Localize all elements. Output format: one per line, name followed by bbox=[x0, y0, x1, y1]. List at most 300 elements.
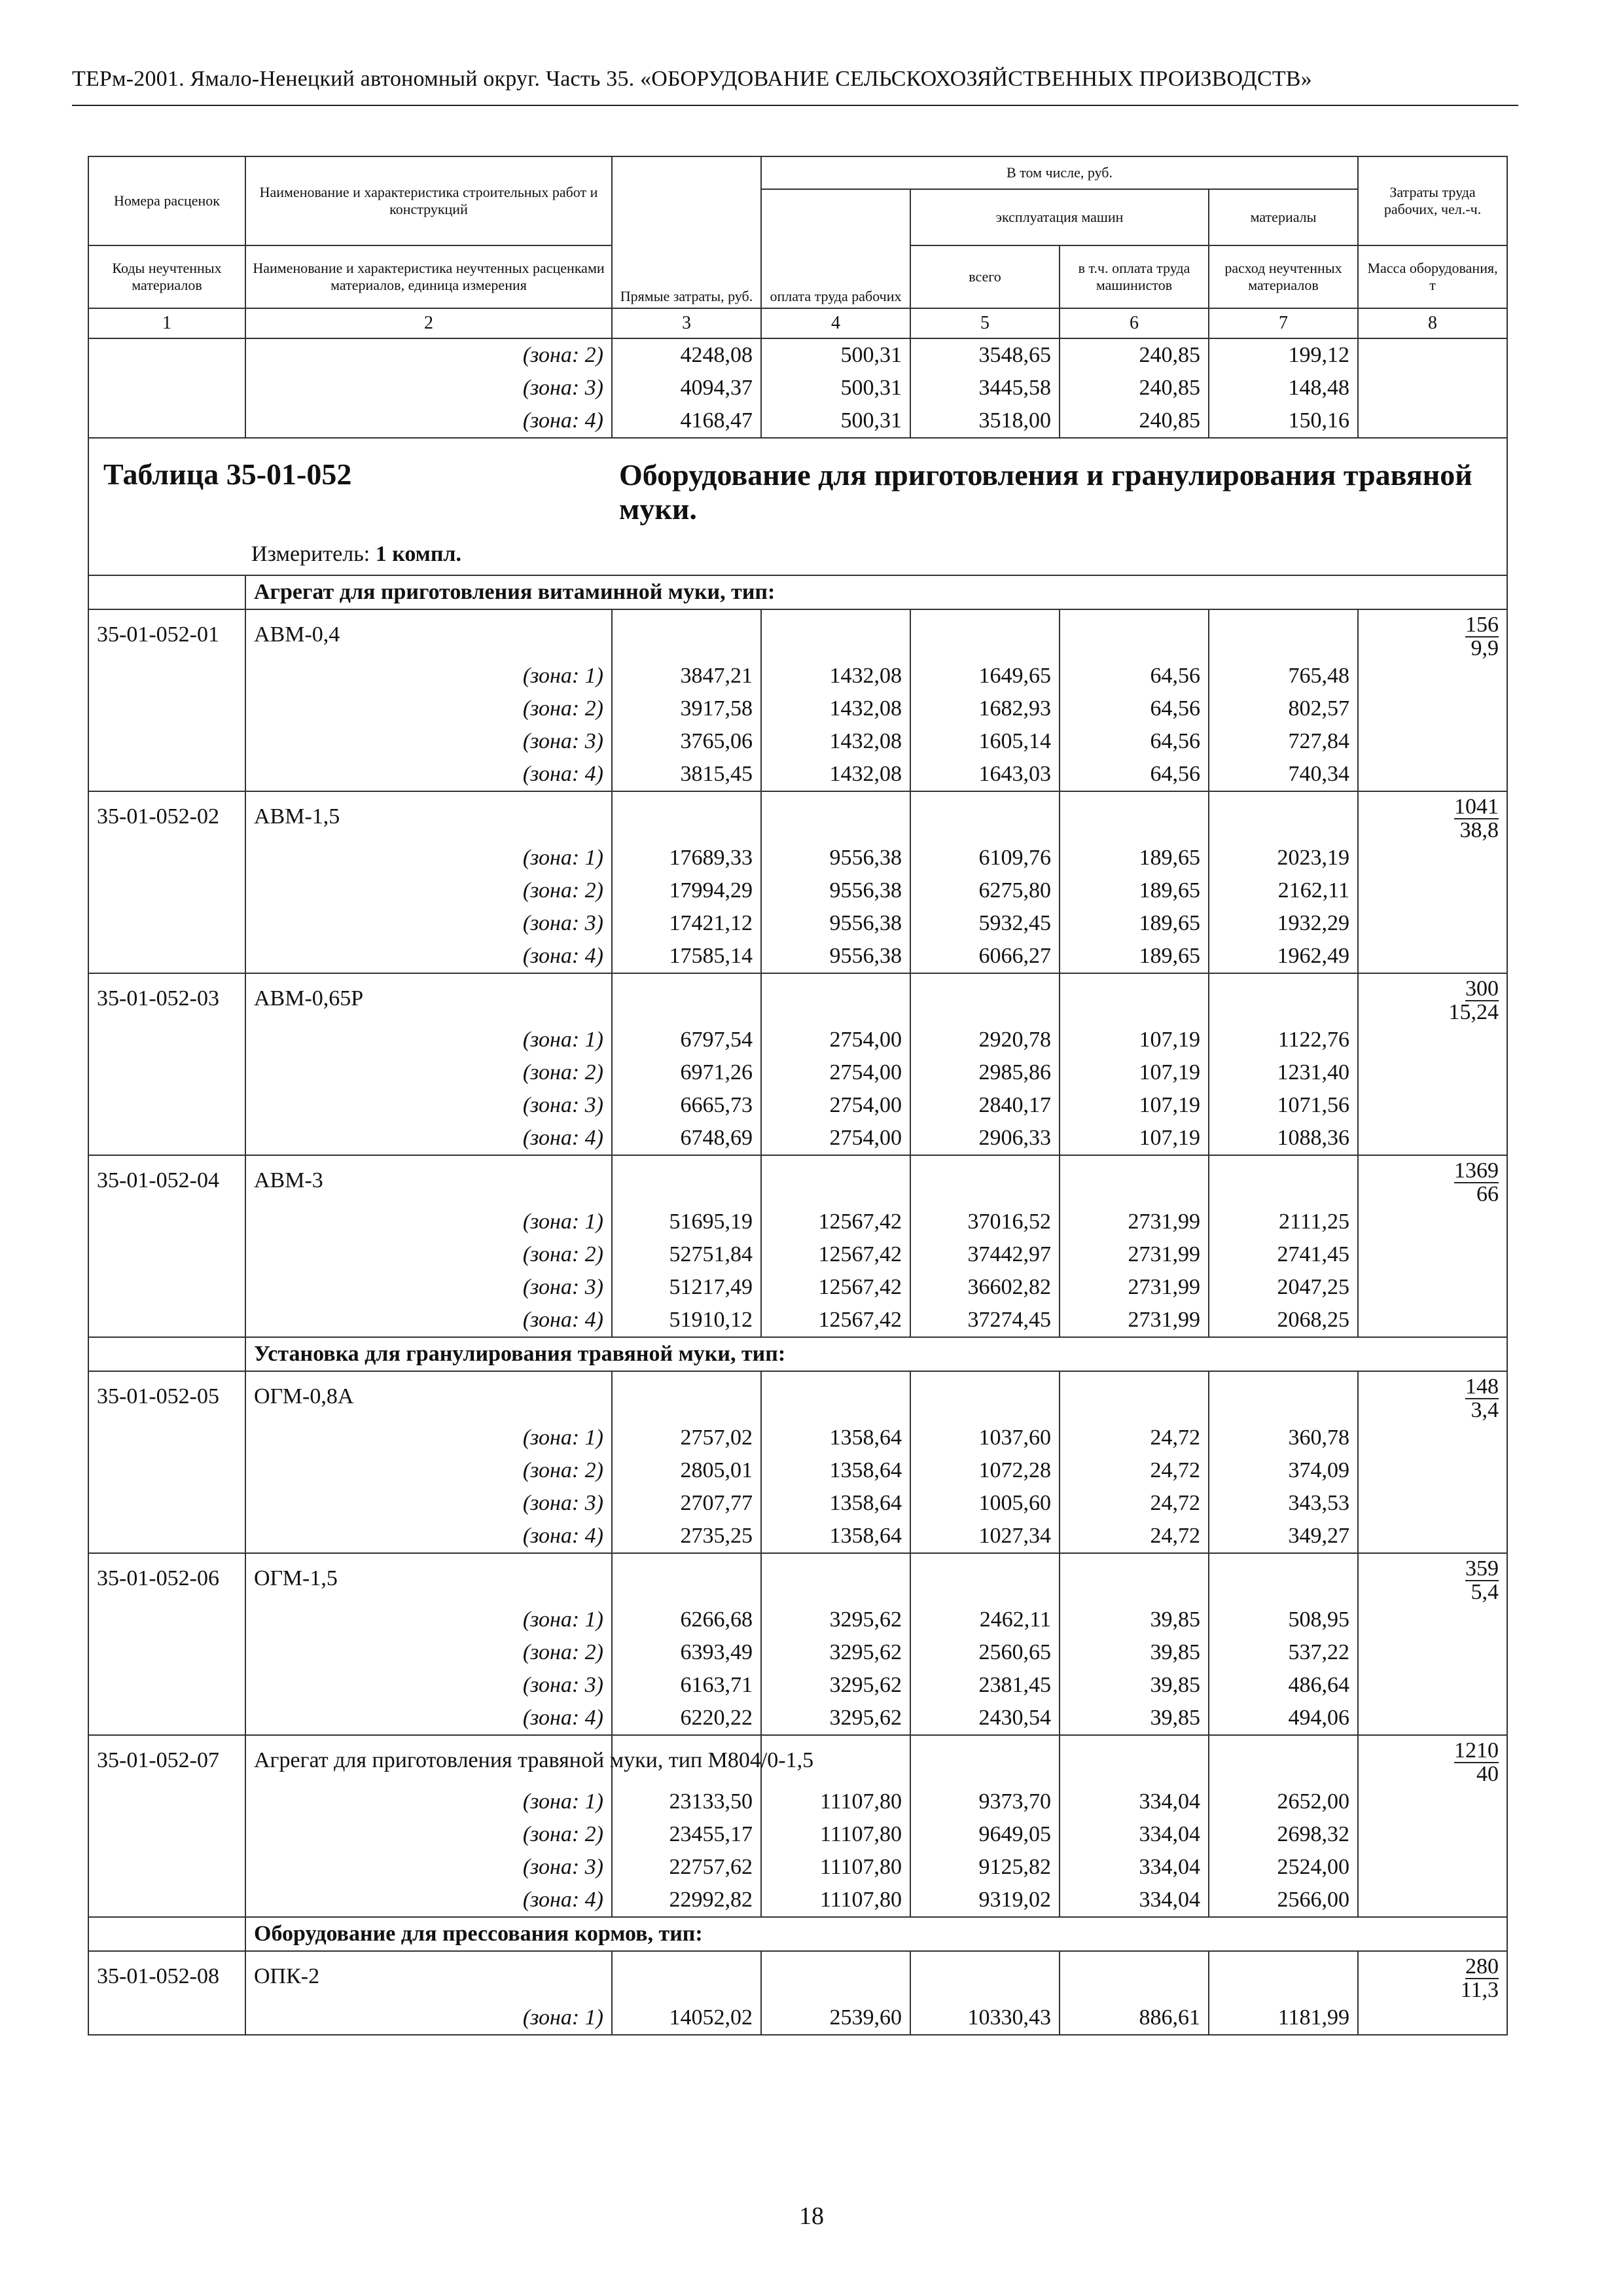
materials-cost: 343,53 bbox=[1209, 1487, 1358, 1520]
zone-label: (зона: 1) bbox=[245, 1024, 612, 1056]
empty-cell bbox=[1209, 1155, 1358, 1206]
mass-cell bbox=[1358, 1089, 1507, 1122]
machines-total: 5932,45 bbox=[910, 907, 1060, 940]
zone-row bbox=[88, 404, 1507, 438]
labor-mass bbox=[1366, 1558, 1499, 1604]
item-code: 35-01-052-05 bbox=[88, 1371, 245, 1422]
direct-cost: 14052,02 bbox=[612, 2001, 761, 2035]
empty-cell bbox=[761, 973, 910, 1024]
zone-row bbox=[88, 1304, 1507, 1337]
page-header: ТЕРм-2001. Ямало-Ненецкий автономный округ. Часть 35. «ОБОРУДОВАНИЕ СЕЛЬСКОХОЗЯЙСТВЕННЫХ ПРОИЗВОДСТВ» bbox=[72, 67, 1312, 91]
mass-cell bbox=[1358, 940, 1507, 973]
machinist-pay: 64,56 bbox=[1060, 692, 1209, 725]
machines-total: 1027,34 bbox=[910, 1520, 1060, 1553]
zone-row bbox=[88, 940, 1507, 973]
zone-label: (зона: 2) bbox=[245, 338, 612, 372]
zone-row bbox=[88, 1454, 1507, 1487]
zone-label: (зона: 2) bbox=[245, 1636, 612, 1669]
labor-value: 359 bbox=[1465, 1556, 1499, 1581]
code-cell bbox=[88, 404, 245, 438]
labor-value: 156 bbox=[1465, 613, 1499, 637]
mass-cell bbox=[1358, 1056, 1507, 1089]
section-title: Агрегат для приготовления витаминной муки, тип: bbox=[245, 575, 1507, 609]
direct-cost: 23455,17 bbox=[612, 1818, 761, 1851]
section-code-cell bbox=[88, 1917, 245, 1951]
materials-cost: 360,78 bbox=[1209, 1422, 1358, 1454]
mass-cell bbox=[1358, 2001, 1507, 2035]
labor-pay: 3295,62 bbox=[761, 1669, 910, 1702]
zone-label: (зона: 3) bbox=[245, 1669, 612, 1702]
incl-header: В том числе, руб. bbox=[761, 156, 1358, 189]
mass-cell bbox=[1358, 404, 1507, 438]
code-cell bbox=[88, 1702, 245, 1735]
machinist-pay: 24,72 bbox=[1060, 1422, 1209, 1454]
mass-cell bbox=[1358, 1520, 1507, 1553]
item-name: АВМ-0,4 bbox=[245, 609, 612, 660]
direct-cost: 2707,77 bbox=[612, 1487, 761, 1520]
labor-pay: 9556,38 bbox=[761, 940, 910, 973]
mass-cell bbox=[1358, 1304, 1507, 1337]
machinist-pay: 2731,99 bbox=[1060, 1238, 1209, 1271]
empty-cell bbox=[1209, 973, 1358, 1024]
labor-pay: 12567,42 bbox=[761, 1304, 910, 1337]
labor-pay: 1432,08 bbox=[761, 758, 910, 791]
machines-total: 9373,70 bbox=[910, 1785, 1060, 1818]
item-name: АВМ-3 bbox=[245, 1155, 612, 1206]
direct-cost: 17689,33 bbox=[612, 842, 761, 874]
materials-cost: 486,64 bbox=[1209, 1669, 1358, 1702]
materials-cost: 2698,32 bbox=[1209, 1818, 1358, 1851]
empty-cell bbox=[1209, 1371, 1358, 1422]
labor-pay: 11107,80 bbox=[761, 1884, 910, 1917]
code-cell bbox=[88, 1851, 245, 1884]
materials-cost: 765,48 bbox=[1209, 660, 1358, 692]
mass-value: 9,9 bbox=[1471, 636, 1499, 660]
labor-mass bbox=[1366, 1376, 1499, 1422]
labor-mass-cell bbox=[1358, 1735, 1507, 1785]
mass-value: 3,4 bbox=[1471, 1398, 1499, 1422]
labor-pay: 1432,08 bbox=[761, 725, 910, 758]
col7-header: расход неучтенных материалов bbox=[1209, 245, 1358, 308]
labor-mass-cell bbox=[1358, 973, 1507, 1024]
direct-cost: 4094,37 bbox=[612, 372, 761, 404]
direct-cost: 6220,22 bbox=[612, 1702, 761, 1735]
zone-label: (зона: 2) bbox=[245, 874, 612, 907]
labor-pay: 9556,38 bbox=[761, 907, 910, 940]
empty-cell bbox=[1060, 1155, 1209, 1206]
code-cell bbox=[88, 660, 245, 692]
machinist-pay: 107,19 bbox=[1060, 1024, 1209, 1056]
machines-total: 1643,03 bbox=[910, 758, 1060, 791]
item-name: ОГМ-1,5 bbox=[245, 1553, 612, 1604]
code-cell bbox=[88, 1238, 245, 1271]
materials-cost: 349,27 bbox=[1209, 1520, 1358, 1553]
mass-cell bbox=[1358, 725, 1507, 758]
machinist-pay: 64,56 bbox=[1060, 725, 1209, 758]
empty-cell bbox=[1209, 1553, 1358, 1604]
item-code: 35-01-052-02 bbox=[88, 791, 245, 842]
machinist-pay: 2731,99 bbox=[1060, 1206, 1209, 1238]
machinist-pay: 39,85 bbox=[1060, 1636, 1209, 1669]
empty-cell bbox=[612, 1371, 761, 1422]
labor-pay: 1432,08 bbox=[761, 692, 910, 725]
labor-value: 1041 bbox=[1454, 795, 1499, 819]
empty-cell bbox=[1209, 1735, 1358, 1785]
direct-cost: 22992,82 bbox=[612, 1884, 761, 1917]
machinist-pay: 107,19 bbox=[1060, 1089, 1209, 1122]
item-row bbox=[88, 1371, 1507, 1422]
direct-cost: 2735,25 bbox=[612, 1520, 761, 1553]
col5-header: всего bbox=[910, 245, 1060, 308]
machines-total: 9125,82 bbox=[910, 1851, 1060, 1884]
page-number: 18 bbox=[799, 2202, 824, 2230]
zone-row bbox=[88, 1271, 1507, 1304]
empty-cell bbox=[910, 1155, 1060, 1206]
zone-label: (зона: 4) bbox=[245, 1702, 612, 1735]
item-row bbox=[88, 1155, 1507, 1206]
zone-label: (зона: 4) bbox=[245, 404, 612, 438]
table-number: Таблица 35-01-052 bbox=[103, 457, 352, 491]
empty-cell bbox=[910, 1371, 1060, 1422]
zone-row bbox=[88, 1206, 1507, 1238]
materials-cost: 2162,11 bbox=[1209, 874, 1358, 907]
empty-cell bbox=[1060, 1951, 1209, 2001]
machinist-pay: 189,65 bbox=[1060, 874, 1209, 907]
zone-row bbox=[88, 1785, 1507, 1818]
item-row bbox=[88, 1553, 1507, 1604]
zone-row bbox=[88, 1818, 1507, 1851]
machinist-pay: 2731,99 bbox=[1060, 1304, 1209, 1337]
machinist-pay: 64,56 bbox=[1060, 660, 1209, 692]
zone-row bbox=[88, 1122, 1507, 1155]
direct-cost: 3765,06 bbox=[612, 725, 761, 758]
direct-cost: 17994,29 bbox=[612, 874, 761, 907]
mass-cell bbox=[1358, 1487, 1507, 1520]
labor-pay: 1358,64 bbox=[761, 1487, 910, 1520]
labor-mass bbox=[1366, 1956, 1499, 2001]
machines-total: 2840,17 bbox=[910, 1089, 1060, 1122]
mass-value: 11,3 bbox=[1460, 1978, 1499, 2002]
mass-value: 38,8 bbox=[1459, 818, 1499, 842]
machines-total: 1037,60 bbox=[910, 1422, 1060, 1454]
labor-pay: 12567,42 bbox=[761, 1238, 910, 1271]
col-number: 4 bbox=[761, 308, 910, 338]
machinist-pay: 240,85 bbox=[1060, 372, 1209, 404]
labor-pay: 12567,42 bbox=[761, 1271, 910, 1304]
mass-cell bbox=[1358, 692, 1507, 725]
machines-total: 2381,45 bbox=[910, 1669, 1060, 1702]
col2-bot-header: Наименование и характеристика неучтенных расценками материалов, единица измерения bbox=[245, 245, 612, 308]
zone-label: (зона: 3) bbox=[245, 1487, 612, 1520]
direct-cost: 23133,50 bbox=[612, 1785, 761, 1818]
mass-cell bbox=[1358, 1024, 1507, 1056]
materials-cost: 1071,56 bbox=[1209, 1089, 1358, 1122]
zone-row bbox=[88, 1702, 1507, 1735]
code-cell bbox=[88, 1487, 245, 1520]
zone-row bbox=[88, 660, 1507, 692]
direct-cost: 6797,54 bbox=[612, 1024, 761, 1056]
mass-cell bbox=[1358, 1454, 1507, 1487]
table-body bbox=[88, 156, 1507, 2035]
table-title-cell bbox=[88, 438, 1507, 575]
direct-cost: 17421,12 bbox=[612, 907, 761, 940]
labor-pay: 11107,80 bbox=[761, 1818, 910, 1851]
materials-cost: 2111,25 bbox=[1209, 1206, 1358, 1238]
machines-total: 1649,65 bbox=[910, 660, 1060, 692]
direct-cost: 51217,49 bbox=[612, 1271, 761, 1304]
code-cell bbox=[88, 1785, 245, 1818]
labor-mass bbox=[1366, 796, 1499, 842]
materials-cost: 727,84 bbox=[1209, 725, 1358, 758]
col4-header: оплата труда рабочих bbox=[761, 189, 910, 308]
code-cell bbox=[88, 725, 245, 758]
mass-cell bbox=[1358, 1271, 1507, 1304]
zone-label: (зона: 2) bbox=[245, 1238, 612, 1271]
direct-cost: 22757,62 bbox=[612, 1851, 761, 1884]
machines-total: 2985,86 bbox=[910, 1056, 1060, 1089]
labor-pay: 1432,08 bbox=[761, 660, 910, 692]
labor-mass-cell bbox=[1358, 1553, 1507, 1604]
zone-label: (зона: 2) bbox=[245, 1056, 612, 1089]
table-title-row bbox=[88, 438, 1507, 575]
machinist-pay: 2731,99 bbox=[1060, 1271, 1209, 1304]
machinist-pay: 64,56 bbox=[1060, 758, 1209, 791]
labor-pay: 1358,64 bbox=[761, 1454, 910, 1487]
machines-total: 3548,65 bbox=[910, 338, 1060, 372]
zone-row bbox=[88, 1851, 1507, 1884]
zone-label: (зона: 4) bbox=[245, 1884, 612, 1917]
materials-cost: 374,09 bbox=[1209, 1454, 1358, 1487]
materials-cost: 802,57 bbox=[1209, 692, 1358, 725]
measure-label: Измеритель: bbox=[251, 542, 370, 566]
mass-cell bbox=[1358, 1238, 1507, 1271]
machines-total: 9319,02 bbox=[910, 1884, 1060, 1917]
col-number: 1 bbox=[88, 308, 245, 338]
direct-cost: 2757,02 bbox=[612, 1422, 761, 1454]
labor-pay: 3295,62 bbox=[761, 1604, 910, 1636]
mass-cell bbox=[1358, 907, 1507, 940]
code-cell bbox=[88, 1271, 245, 1304]
empty-cell bbox=[612, 791, 761, 842]
labor-value: 300 bbox=[1465, 977, 1499, 1001]
zone-label: (зона: 3) bbox=[245, 1089, 612, 1122]
code-cell bbox=[88, 372, 245, 404]
zone-row bbox=[88, 1520, 1507, 1553]
direct-cost: 4168,47 bbox=[612, 404, 761, 438]
code-cell bbox=[88, 338, 245, 372]
machinist-pay: 886,61 bbox=[1060, 2001, 1209, 2035]
mass-cell bbox=[1358, 372, 1507, 404]
item-code: 35-01-052-08 bbox=[88, 1951, 245, 2001]
labor-pay: 9556,38 bbox=[761, 842, 910, 874]
materials-cost: 1088,36 bbox=[1209, 1122, 1358, 1155]
labor-mass bbox=[1366, 978, 1499, 1024]
zone-label: (зона: 1) bbox=[245, 2001, 612, 2035]
direct-cost: 3815,45 bbox=[612, 758, 761, 791]
materials-cost: 2047,25 bbox=[1209, 1271, 1358, 1304]
table-title-box bbox=[89, 439, 1507, 575]
materials-cost: 508,95 bbox=[1209, 1604, 1358, 1636]
code-cell bbox=[88, 758, 245, 791]
code-cell bbox=[88, 1024, 245, 1056]
code-cell bbox=[88, 874, 245, 907]
zone-row bbox=[88, 372, 1507, 404]
col-number: 7 bbox=[1209, 308, 1358, 338]
zone-row bbox=[88, 758, 1507, 791]
direct-cost: 6393,49 bbox=[612, 1636, 761, 1669]
empty-cell bbox=[612, 609, 761, 660]
machinist-pay: 39,85 bbox=[1060, 1702, 1209, 1735]
measure-value: 1 компл. bbox=[375, 542, 462, 566]
zone-label: (зона: 1) bbox=[245, 1206, 612, 1238]
materials-cost: 1231,40 bbox=[1209, 1056, 1358, 1089]
machines-total: 37442,97 bbox=[910, 1238, 1060, 1271]
item-code: 35-01-052-06 bbox=[88, 1553, 245, 1604]
labor-mass-cell bbox=[1358, 1155, 1507, 1206]
code-cell bbox=[88, 1304, 245, 1337]
machines-total: 1005,60 bbox=[910, 1487, 1060, 1520]
machinist-pay: 24,72 bbox=[1060, 1487, 1209, 1520]
machinist-pay: 24,72 bbox=[1060, 1520, 1209, 1553]
code-cell bbox=[88, 1884, 245, 1917]
machines-total: 1682,93 bbox=[910, 692, 1060, 725]
machinist-pay: 334,04 bbox=[1060, 1884, 1209, 1917]
materials-cost: 2566,00 bbox=[1209, 1884, 1358, 1917]
mass-cell bbox=[1358, 1122, 1507, 1155]
code-cell bbox=[88, 2001, 245, 2035]
direct-cost: 3847,21 bbox=[612, 660, 761, 692]
col-number: 3 bbox=[612, 308, 761, 338]
zone-row bbox=[88, 2001, 1507, 2035]
zone-row bbox=[88, 1089, 1507, 1122]
machines-total: 2560,65 bbox=[910, 1636, 1060, 1669]
direct-cost: 6163,71 bbox=[612, 1669, 761, 1702]
empty-cell bbox=[910, 791, 1060, 842]
direct-cost: 4248,08 bbox=[612, 338, 761, 372]
mass-cell bbox=[1358, 842, 1507, 874]
materials-cost: 494,06 bbox=[1209, 1702, 1358, 1735]
labor-mass bbox=[1366, 614, 1499, 660]
materials-cost: 1181,99 bbox=[1209, 2001, 1358, 2035]
direct-cost: 6748,69 bbox=[612, 1122, 761, 1155]
labor-wrap bbox=[1366, 796, 1499, 819]
zone-row bbox=[88, 338, 1507, 372]
labor-pay: 2754,00 bbox=[761, 1089, 910, 1122]
labor-mass-cell bbox=[1358, 1371, 1507, 1422]
zone-label: (зона: 4) bbox=[245, 940, 612, 973]
mass-value: 5,4 bbox=[1471, 1580, 1499, 1604]
empty-cell bbox=[1209, 791, 1358, 842]
machinist-pay: 189,65 bbox=[1060, 842, 1209, 874]
materials-cost: 740,34 bbox=[1209, 758, 1358, 791]
zone-row bbox=[88, 1487, 1507, 1520]
code-cell bbox=[88, 1122, 245, 1155]
labor-pay: 9556,38 bbox=[761, 874, 910, 907]
materials-cost: 150,16 bbox=[1209, 404, 1358, 438]
machines-total: 1072,28 bbox=[910, 1454, 1060, 1487]
labor-pay: 500,31 bbox=[761, 338, 910, 372]
empty-cell bbox=[910, 609, 1060, 660]
item-row bbox=[88, 973, 1507, 1024]
machinist-pay: 334,04 bbox=[1060, 1818, 1209, 1851]
materials-header: материалы bbox=[1209, 189, 1358, 245]
mass-cell bbox=[1358, 1884, 1507, 1917]
labor-mass-cell bbox=[1358, 791, 1507, 842]
materials-cost: 2068,25 bbox=[1209, 1304, 1358, 1337]
rates-table bbox=[88, 156, 1508, 2036]
materials-cost: 1962,49 bbox=[1209, 940, 1358, 973]
mass-cell bbox=[1358, 1785, 1507, 1818]
machines-total: 36602,82 bbox=[910, 1271, 1060, 1304]
direct-cost: 3917,58 bbox=[612, 692, 761, 725]
mass-cell bbox=[1358, 338, 1507, 372]
empty-cell bbox=[612, 973, 761, 1024]
code-cell bbox=[88, 1056, 245, 1089]
labor-pay: 3295,62 bbox=[761, 1636, 910, 1669]
empty-cell bbox=[1060, 609, 1209, 660]
table-name: Оборудование для приготовления и гранулирования травяной муки. bbox=[619, 458, 1472, 526]
code-cell bbox=[88, 1422, 245, 1454]
mass-cell bbox=[1358, 1636, 1507, 1669]
empty-cell bbox=[761, 1951, 910, 2001]
item-row bbox=[88, 1735, 1507, 1785]
materials-cost: 148,48 bbox=[1209, 372, 1358, 404]
empty-cell bbox=[910, 1735, 1060, 1785]
zone-label: (зона: 1) bbox=[245, 1604, 612, 1636]
code-cell bbox=[88, 1089, 245, 1122]
direct-cost: 17585,14 bbox=[612, 940, 761, 973]
code-cell bbox=[88, 1604, 245, 1636]
zone-row bbox=[88, 692, 1507, 725]
labor-pay: 2754,00 bbox=[761, 1056, 910, 1089]
empty-cell bbox=[612, 1951, 761, 2001]
empty-cell bbox=[761, 1155, 910, 1206]
labor-value: 280 bbox=[1465, 1954, 1499, 1979]
labor-pay: 11107,80 bbox=[761, 1851, 910, 1884]
mass-cell bbox=[1358, 1851, 1507, 1884]
zone-label: (зона: 3) bbox=[245, 1851, 612, 1884]
mass-cell bbox=[1358, 1818, 1507, 1851]
zone-label: (зона: 1) bbox=[245, 842, 612, 874]
zone-row bbox=[88, 725, 1507, 758]
empty-cell bbox=[910, 1951, 1060, 2001]
machinist-pay: 240,85 bbox=[1060, 404, 1209, 438]
machines-total: 37274,45 bbox=[910, 1304, 1060, 1337]
machines-total: 2920,78 bbox=[910, 1024, 1060, 1056]
col2-top-header: Наименование и характеристика строительных работ и конструкций bbox=[245, 156, 612, 245]
machines-total: 1605,14 bbox=[910, 725, 1060, 758]
zone-row bbox=[88, 1604, 1507, 1636]
code-cell bbox=[88, 940, 245, 973]
measure bbox=[251, 538, 461, 571]
item-code: 35-01-052-07 bbox=[88, 1735, 245, 1785]
col-number: 6 bbox=[1060, 308, 1209, 338]
machinist-pay: 189,65 bbox=[1060, 907, 1209, 940]
labor-pay: 500,31 bbox=[761, 372, 910, 404]
labor-wrap bbox=[1366, 978, 1499, 1001]
col-number: 8 bbox=[1358, 308, 1507, 338]
zone-label: (зона: 1) bbox=[245, 1422, 612, 1454]
machines-total: 3518,00 bbox=[910, 404, 1060, 438]
zone-row bbox=[88, 1669, 1507, 1702]
machines-total: 37016,52 bbox=[910, 1206, 1060, 1238]
machines-total: 2906,33 bbox=[910, 1122, 1060, 1155]
materials-cost: 2023,19 bbox=[1209, 842, 1358, 874]
zone-label: (зона: 3) bbox=[245, 725, 612, 758]
empty-cell bbox=[761, 609, 910, 660]
empty-cell bbox=[1060, 1553, 1209, 1604]
empty-cell bbox=[1060, 1371, 1209, 1422]
